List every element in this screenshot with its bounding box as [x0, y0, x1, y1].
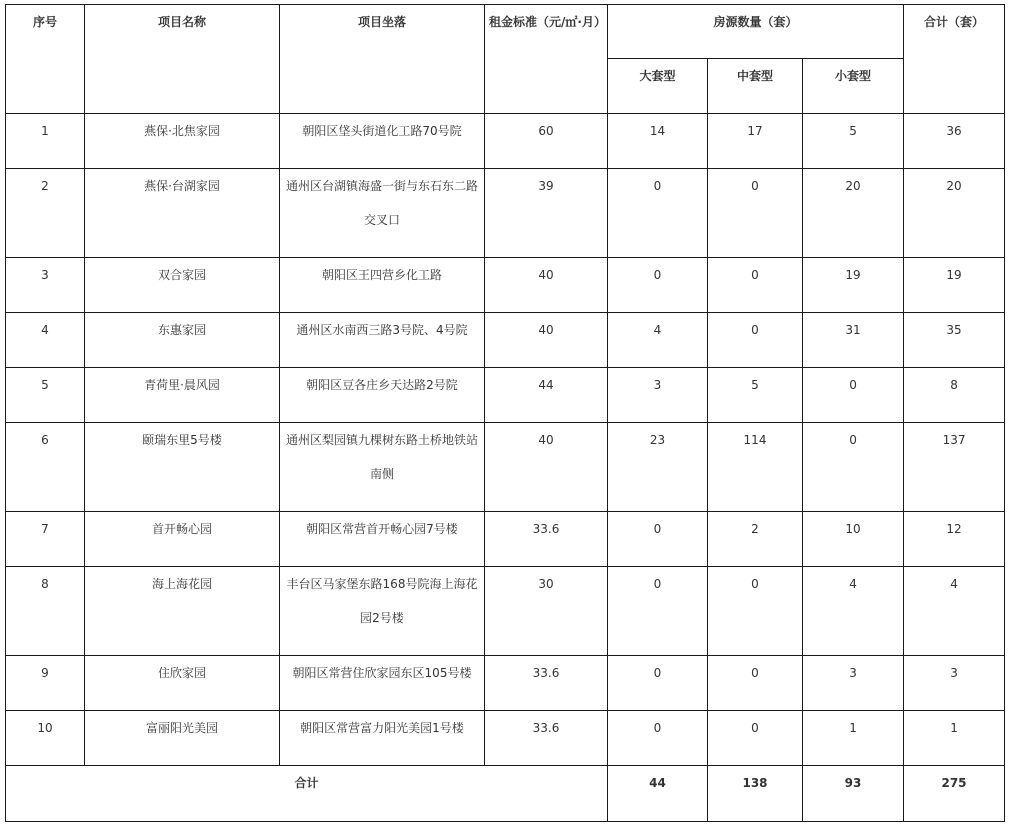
header-small: 小套型	[803, 59, 904, 114]
table-row	[6, 567, 1005, 656]
cell-large: 0	[608, 258, 708, 313]
cell-name: 富丽阳光美园	[85, 711, 280, 766]
cell-total: 4	[904, 567, 1005, 656]
cell-small: 31	[803, 313, 904, 368]
summary-row	[6, 766, 1005, 822]
table-row	[6, 313, 1005, 368]
cell-index: 10	[6, 711, 85, 766]
cell-total: 8	[904, 368, 1005, 423]
header-name: 项目名称	[85, 5, 280, 114]
cell-medium: 2	[708, 512, 803, 567]
cell-small: 19	[803, 258, 904, 313]
summary-large: 44	[608, 766, 708, 822]
cell-index: 3	[6, 258, 85, 313]
cell-location: 朝阳区常营首开畅心园7号楼	[280, 512, 485, 567]
cell-large: 0	[608, 656, 708, 711]
cell-medium: 17	[708, 114, 803, 169]
header-rent: 租金标准（元/㎡·月）	[485, 5, 608, 114]
cell-large: 0	[608, 169, 708, 258]
cell-total: 137	[904, 423, 1005, 512]
cell-location: 通州区梨园镇九棵树东路土桥地铁站南侧	[280, 423, 485, 512]
table-row	[6, 258, 1005, 313]
cell-large: 0	[608, 512, 708, 567]
cell-rent: 40	[485, 258, 608, 313]
header-index: 序号	[6, 5, 85, 114]
cell-total: 36	[904, 114, 1005, 169]
cell-large: 14	[608, 114, 708, 169]
cell-name: 颐瑞东里5号楼	[85, 423, 280, 512]
header-units: 房源数量（套）	[608, 5, 904, 59]
cell-small: 0	[803, 368, 904, 423]
table-row	[6, 512, 1005, 567]
cell-large: 0	[608, 567, 708, 656]
cell-rent: 30	[485, 567, 608, 656]
cell-small: 10	[803, 512, 904, 567]
cell-medium: 0	[708, 711, 803, 766]
cell-name: 青荷里·晨风园	[85, 368, 280, 423]
cell-rent: 40	[485, 423, 608, 512]
cell-index: 7	[6, 512, 85, 567]
cell-rent: 33.6	[485, 512, 608, 567]
summary-medium: 138	[708, 766, 803, 822]
cell-rent: 39	[485, 169, 608, 258]
table-row	[6, 656, 1005, 711]
cell-small: 0	[803, 423, 904, 512]
cell-medium: 0	[708, 313, 803, 368]
header-medium: 中套型	[708, 59, 803, 114]
cell-rent: 44	[485, 368, 608, 423]
cell-location: 朝阳区垡头街道化工路70号院	[280, 114, 485, 169]
cell-total: 12	[904, 512, 1005, 567]
cell-name: 双合家园	[85, 258, 280, 313]
cell-medium: 0	[708, 258, 803, 313]
cell-medium: 114	[708, 423, 803, 512]
cell-location: 通州区台湖镇海盛一街与东石东二路交叉口	[280, 169, 485, 258]
cell-small: 1	[803, 711, 904, 766]
header-large: 大套型	[608, 59, 708, 114]
table-row	[6, 169, 1005, 258]
summary-total: 275	[904, 766, 1005, 822]
cell-total: 1	[904, 711, 1005, 766]
cell-small: 3	[803, 656, 904, 711]
cell-location: 朝阳区豆各庄乡天达路2号院	[280, 368, 485, 423]
cell-large: 0	[608, 711, 708, 766]
cell-location: 朝阳区王四营乡化工路	[280, 258, 485, 313]
table-row	[6, 423, 1005, 512]
cell-index: 4	[6, 313, 85, 368]
cell-location: 朝阳区常营住欣家园东区105号楼	[280, 656, 485, 711]
cell-total: 3	[904, 656, 1005, 711]
cell-large: 3	[608, 368, 708, 423]
cell-small: 20	[803, 169, 904, 258]
cell-location: 朝阳区常营富力阳光美园1号楼	[280, 711, 485, 766]
cell-name: 东惠家园	[85, 313, 280, 368]
cell-name: 燕保·北焦家园	[85, 114, 280, 169]
cell-small: 5	[803, 114, 904, 169]
cell-medium: 5	[708, 368, 803, 423]
cell-index: 8	[6, 567, 85, 656]
cell-medium: 0	[708, 169, 803, 258]
cell-large: 4	[608, 313, 708, 368]
cell-rent: 33.6	[485, 711, 608, 766]
cell-name: 首开畅心园	[85, 512, 280, 567]
table-row	[6, 368, 1005, 423]
cell-name: 海上海花园	[85, 567, 280, 656]
cell-index: 2	[6, 169, 85, 258]
cell-medium: 0	[708, 567, 803, 656]
cell-rent: 60	[485, 114, 608, 169]
cell-name: 住欣家园	[85, 656, 280, 711]
cell-small: 4	[803, 567, 904, 656]
cell-total: 35	[904, 313, 1005, 368]
cell-index: 9	[6, 656, 85, 711]
cell-medium: 0	[708, 656, 803, 711]
cell-index: 1	[6, 114, 85, 169]
header-total: 合计（套）	[904, 5, 1005, 114]
cell-index: 6	[6, 423, 85, 512]
housing-table	[5, 4, 1005, 822]
cell-name: 燕保·台湖家园	[85, 169, 280, 258]
table-row	[6, 711, 1005, 766]
header-row	[6, 5, 1005, 59]
header-location: 项目坐落	[280, 5, 485, 114]
table-row	[6, 114, 1005, 169]
cell-total: 20	[904, 169, 1005, 258]
summary-small: 93	[803, 766, 904, 822]
cell-rent: 40	[485, 313, 608, 368]
cell-location: 丰台区马家堡东路168号院海上海花园2号楼	[280, 567, 485, 656]
cell-large: 23	[608, 423, 708, 512]
cell-index: 5	[6, 368, 85, 423]
cell-rent: 33.6	[485, 656, 608, 711]
cell-location: 通州区水南西三路3号院、4号院	[280, 313, 485, 368]
cell-total: 19	[904, 258, 1005, 313]
summary-label: 合计	[6, 766, 608, 822]
